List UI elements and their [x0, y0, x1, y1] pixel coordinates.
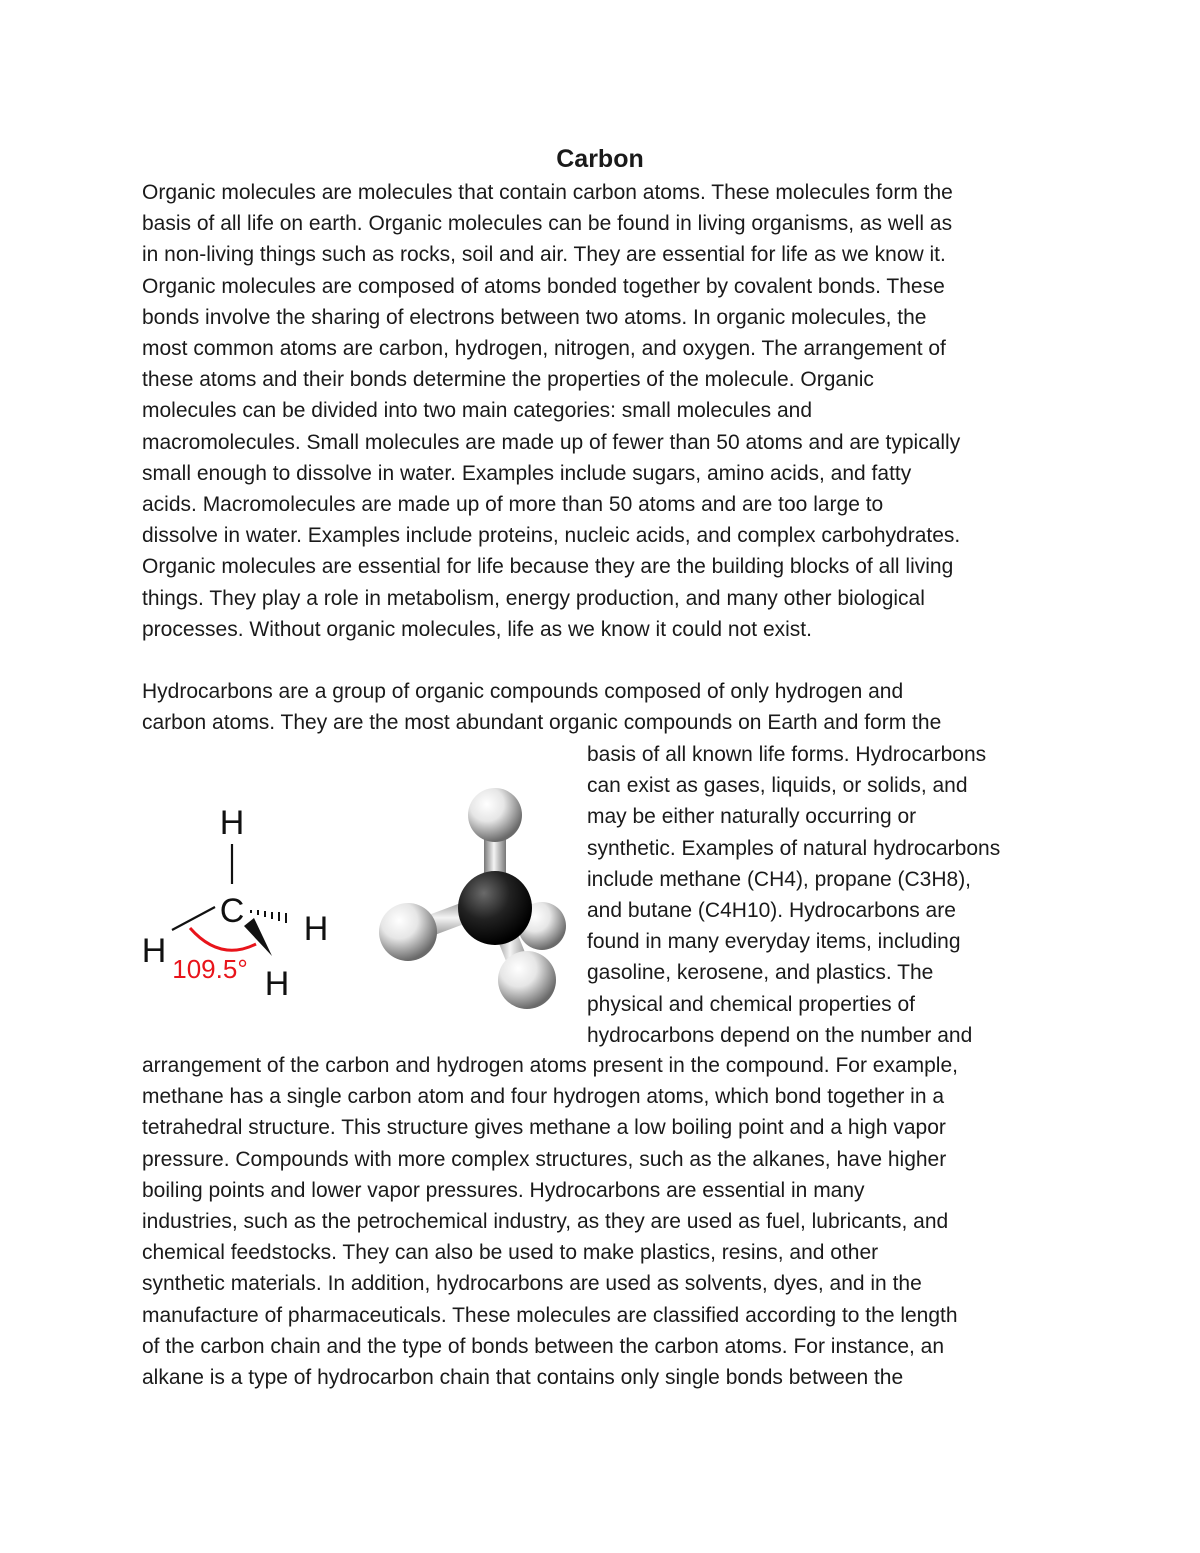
paragraph2-bottom-line: of the carbon chain and the type of bonds between the carbon atoms. For instance, an — [142, 1334, 945, 1358]
paragraph2-wrap-line: basis of all known life forms. Hydrocarbons — [587, 743, 987, 766]
hydrogen-atom-left — [379, 903, 437, 961]
paragraph1-line: most common atoms are carbon, hydrogen, nitrogen, and oxygen. The arrangement of — [142, 337, 946, 361]
paragraph-organic-molecules — [142, 177, 960, 645]
bond-angle-label: 109.5° — [172, 954, 248, 984]
paragraph1-line: basis of all life on earth. Organic molecules can be found in living organisms, as well as — [142, 212, 953, 236]
paragraph2-wrap-line: gasoline, kerosene, and plastics. The — [587, 961, 934, 985]
paragraph2-bottom-line: arrangement of the carbon and hydrogen atoms present in the compound. For example, — [142, 1054, 958, 1077]
hydrogen-atom-top — [468, 788, 522, 842]
paragraph2-wrap-line: may be either naturally occurring or — [587, 805, 917, 829]
atom-label-left: H — [141, 932, 167, 970]
paragraph2-top-line: carbon atoms. They are the most abundant organic compounds on Earth and form the — [142, 711, 942, 735]
paragraph1-line: Organic molecules are molecules that contain carbon atoms. These molecules form the — [142, 181, 953, 204]
atom-label-bottom: H — [264, 965, 290, 1003]
paragraph2-bottom-line: synthetic materials. In addition, hydrocarbons are used as solvents, dyes, and in the — [142, 1272, 922, 1296]
paragraph2-bottom-line: manufacture of pharmaceuticals. These molecules are classified according to the length — [142, 1303, 958, 1327]
paragraph2-bottom-line: alkane is a type of hydrocarbon chain that contains only single bonds between the — [142, 1366, 904, 1390]
paragraph2-wrap-line: and butane (C4H10). Hydrocarbons are — [587, 899, 956, 923]
paragraph2-wrap-line: found in many everyday items, including — [587, 930, 961, 954]
paragraph1-line: Organic molecules are essential for life because they are the building blocks of all living — [142, 555, 954, 579]
methane-structural-formula — [132, 790, 352, 1010]
bond-left — [172, 907, 215, 930]
atom-label-top: H — [219, 804, 245, 842]
atom-label-right: H — [303, 910, 329, 948]
paragraph1-line: in non-living things such as rocks, soil and air. They are essential for life as we know it. — [142, 243, 946, 267]
atom-label-center: C — [219, 892, 245, 930]
paragraph-hydrocarbons-wrap — [587, 739, 1000, 1051]
paragraph1-line: Organic molecules are composed of atoms bonded together by covalent bonds. These — [142, 274, 945, 298]
paragraph2-top-line: Hydrocarbons are a group of organic compounds composed of only hydrogen and — [142, 680, 904, 703]
paragraph2-wrap-line: physical and chemical properties of — [587, 992, 916, 1016]
paragraph2-bottom-line: pressure. Compounds with more complex structures, such as the alkanes, have higher — [142, 1147, 947, 1171]
paragraph2-wrap-line: hydrocarbons depend on the number and — [587, 1023, 973, 1047]
paragraph2-bottom-line: industries, such as the petrochemical industry, as they are used as fuel, lubricants, and — [142, 1210, 949, 1234]
paragraph1-line: things. They play a role in metabolism, energy production, and many other biological — [142, 586, 925, 610]
paragraph2-bottom-line: tetrahedral structure. This structure gives methane a low boiling point and a high vapor — [142, 1116, 946, 1140]
paragraph1-line: acids. Macromolecules are made up of more than 50 atoms and are too large to — [142, 493, 884, 517]
paragraph-hydrocarbons-intro — [142, 676, 941, 738]
bond-right-hashed — [251, 910, 286, 923]
bond-bottom-wedge — [244, 918, 272, 956]
paragraph2-wrap-line: include methane (CH4), propane (C3H8), — [587, 867, 972, 891]
paragraph2-bottom-line: chemical feedstocks. They can also be used to make plastics, resins, and other — [142, 1241, 879, 1265]
paragraph-hydrocarbons-continued — [142, 1050, 958, 1393]
paragraph1-line: small enough to dissolve in water. Examples include sugars, amino acids, and fatty — [142, 461, 912, 485]
paragraph1-line: macromolecules. Small molecules are made up of fewer than 50 atoms and are typically — [142, 430, 961, 454]
paragraph1-line: processes. Without organic molecules, life as we know it could not exist. — [142, 617, 812, 641]
bond-angle-arc — [190, 928, 256, 950]
paragraph1-line: these atoms and their bonds determine the properties of the molecule. Organic — [142, 368, 874, 392]
paragraph1-line: bonds involve the sharing of electrons between two atoms. In organic molecules, the — [142, 305, 927, 329]
page-title: Carbon — [556, 145, 644, 173]
paragraph2-wrap-line: synthetic. Examples of natural hydrocarbons — [587, 836, 1001, 860]
methane-ball-and-stick-model — [370, 780, 575, 1015]
paragraph2-bottom-line: methane has a single carbon atom and four hydrogen atoms, which bond together in a — [142, 1085, 945, 1109]
paragraph1-line: molecules can be divided into two main categories: small molecules and — [142, 399, 813, 423]
paragraph1-line: dissolve in water. Examples include proteins, nucleic acids, and complex carbohydrates. — [142, 524, 961, 548]
carbon-atom — [458, 871, 532, 945]
paragraph2-bottom-line: boiling points and lower vapor pressures. Hydrocarbons are essential in many — [142, 1178, 865, 1202]
paragraph2-wrap-line: can exist as gases, liquids, or solids, and — [587, 774, 968, 798]
hydrogen-atom-bottom — [498, 951, 556, 1009]
